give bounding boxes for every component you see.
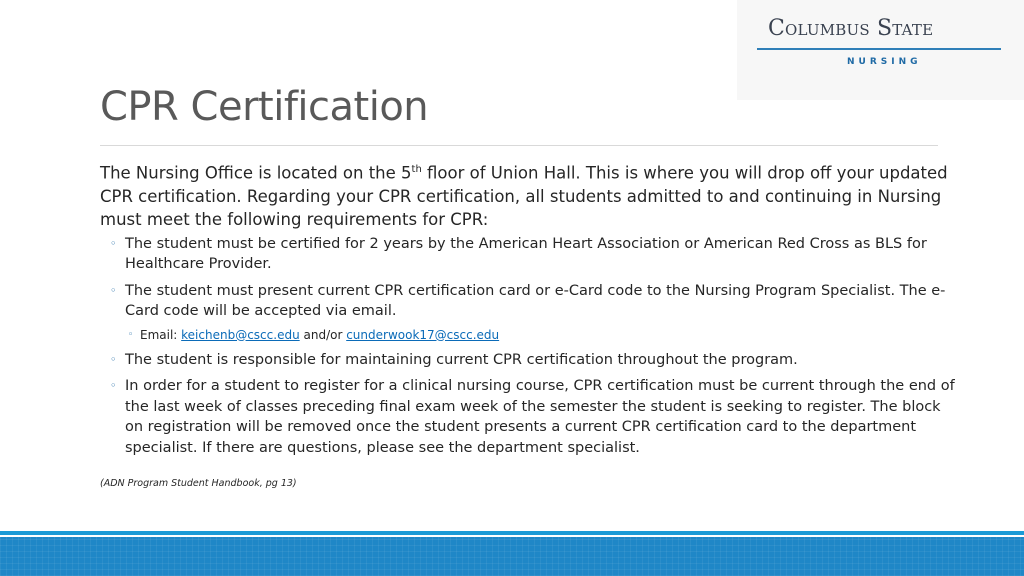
- hollow-bullet-icon: ◦: [110, 236, 117, 250]
- logo-subtitle: NURSING: [847, 57, 922, 67]
- email-link-cunderwook[interactable]: cunderwook17@cscc.edu: [346, 327, 500, 342]
- list-item-text: The student must be certified for 2 years by the American Heart Association or American Red Cross as BLS for Healthcare Provider.: [125, 235, 927, 272]
- email-item: [125, 326, 960, 344]
- intro-paragraph: [100, 158, 960, 231]
- list-item-text: The student must present current CPR certification card or e-Card code to the Nursing Program Specialist. The e-Card code will be accepted via email.: [125, 282, 946, 319]
- email-link-keichenb[interactable]: keichenb@cscc.edu: [181, 327, 300, 342]
- email-sublist: [125, 326, 960, 344]
- slide-title: CPR Certification: [100, 84, 429, 130]
- hollow-bullet-icon: ◦: [128, 329, 134, 340]
- list-item: [100, 234, 960, 275]
- list-item: [100, 350, 960, 371]
- list-item: [100, 281, 960, 344]
- hollow-bullet-icon: ◦: [110, 379, 117, 392]
- intro-text-part1: The Nursing Office is located on the 5: [100, 163, 412, 183]
- footer-accent-line: [0, 531, 1024, 535]
- logo-panel: [737, 0, 1024, 100]
- email-label: Email:: [140, 327, 182, 342]
- intro-superscript: th: [411, 164, 422, 175]
- footer-band: [0, 537, 1024, 576]
- hollow-bullet-icon: ◦: [110, 283, 117, 297]
- list-item-text: The student is responsible for maintaining current CPR certification throughout the program.: [125, 351, 798, 368]
- email-joiner: and/or: [299, 327, 347, 342]
- source-citation: (ADN Program Student Handbook, pg 13): [100, 478, 297, 489]
- intro-text-part2: floor of Union Hall. This is where you will drop off your updated CPR certification. Regarding your CPR certification, all students admitted to and continuing in Nursing must meet the following requirements for CPR:: [100, 163, 948, 229]
- logo-wordmark: Columbus State: [768, 16, 934, 41]
- hollow-bullet-icon: ◦: [110, 352, 117, 366]
- title-divider: [100, 145, 938, 146]
- logo-divider: [757, 48, 1001, 50]
- slide-body: [100, 158, 960, 464]
- list-item: [100, 376, 960, 458]
- requirements-list: [100, 234, 960, 459]
- list-item-text: In order for a student to register for a clinical nursing course, CPR certification must be current through the end of the last week of classes preceding final exam week of the semester the student is seeking to register. The block on registration will be removed once the student presents a current CPR certification card to the department specialist. If there are questions, please see the department specialist.: [125, 378, 955, 456]
